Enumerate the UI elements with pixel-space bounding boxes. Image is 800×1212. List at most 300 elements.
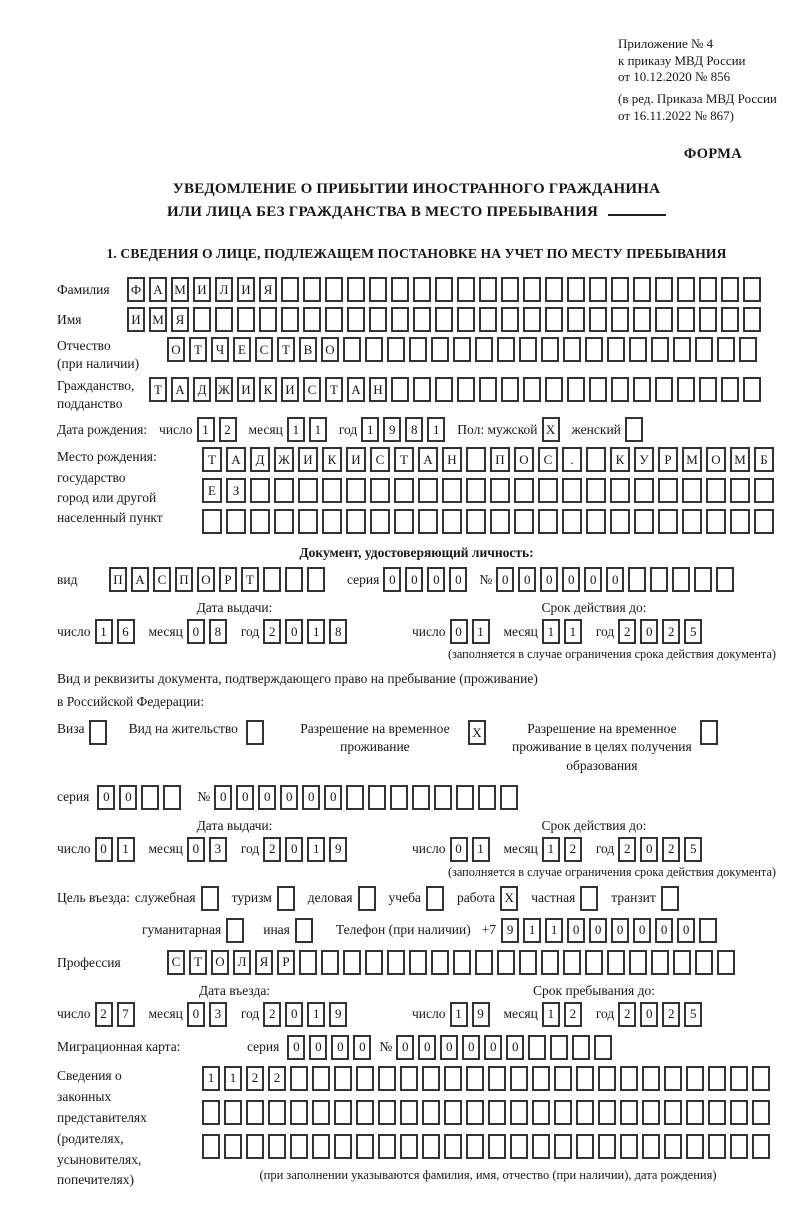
stay-until-year-cells[interactable] (618, 1002, 706, 1027)
char-cell[interactable] (193, 307, 211, 332)
char-cell[interactable]: 0 (236, 785, 254, 810)
char-cell[interactable]: С (153, 567, 171, 592)
char-cell[interactable] (141, 785, 159, 810)
residence-permit-checkbox[interactable] (246, 720, 268, 745)
char-cell[interactable]: 0 (302, 785, 320, 810)
char-cell[interactable] (290, 1134, 308, 1159)
char-cell[interactable]: Я (255, 950, 273, 975)
identity-valid-month-cells[interactable] (542, 619, 586, 644)
sex-female-checkbox[interactable] (625, 417, 647, 442)
migration-number-cells[interactable] (396, 1035, 616, 1060)
other-purpose-checkbox[interactable] (295, 918, 317, 943)
char-cell[interactable] (554, 1100, 572, 1125)
char-cell[interactable]: 6 (117, 619, 135, 644)
char-cell[interactable] (510, 1134, 528, 1159)
char-cell[interactable] (442, 478, 462, 503)
char-cell[interactable] (576, 1100, 594, 1125)
birth-place-row1-cells[interactable] (202, 447, 778, 472)
char-cell[interactable] (567, 307, 585, 332)
char-cell[interactable] (576, 1134, 594, 1159)
char-cell[interactable]: Т (202, 447, 222, 472)
char-cell[interactable] (686, 1066, 704, 1091)
stay-until-month-cells[interactable] (542, 1002, 586, 1027)
char-cell[interactable] (457, 377, 475, 402)
char-cell[interactable]: 3 (209, 1002, 227, 1027)
profession-cells[interactable] (167, 950, 739, 975)
char-cell[interactable] (523, 277, 541, 302)
char-cell[interactable] (307, 567, 325, 592)
char-cell[interactable] (343, 950, 361, 975)
char-cell[interactable]: . (562, 447, 582, 472)
char-cell[interactable]: С (538, 447, 558, 472)
char-cell[interactable] (500, 785, 518, 810)
char-cell[interactable]: А (226, 447, 246, 472)
char-cell[interactable] (365, 950, 383, 975)
char-cell[interactable]: Е (202, 478, 222, 503)
char-cell[interactable]: 1 (307, 619, 325, 644)
char-cell[interactable]: 0 (285, 1002, 303, 1027)
char-cell[interactable]: Л (215, 277, 233, 302)
char-cell[interactable] (661, 886, 679, 911)
char-cell[interactable] (426, 886, 444, 911)
char-cell[interactable]: 8 (405, 417, 423, 442)
char-cell[interactable]: М (682, 447, 702, 472)
char-cell[interactable]: 1 (523, 918, 541, 943)
char-cell[interactable] (694, 567, 712, 592)
identity-kind-cells[interactable] (109, 567, 329, 592)
char-cell[interactable] (334, 1066, 352, 1091)
char-cell[interactable]: 1 (472, 619, 490, 644)
char-cell[interactable] (743, 307, 761, 332)
char-cell[interactable] (501, 377, 519, 402)
char-cell[interactable] (642, 1134, 660, 1159)
tourism-checkbox[interactable] (277, 886, 299, 911)
char-cell[interactable] (422, 1066, 440, 1091)
char-cell[interactable]: X (500, 886, 518, 911)
char-cell[interactable] (633, 377, 651, 402)
char-cell[interactable]: Ч (211, 337, 229, 362)
char-cell[interactable] (695, 337, 713, 362)
char-cell[interactable] (633, 277, 651, 302)
char-cell[interactable] (545, 307, 563, 332)
study-checkbox[interactable] (426, 886, 448, 911)
permit-valid-day-cells[interactable] (450, 837, 494, 862)
char-cell[interactable] (673, 950, 691, 975)
char-cell[interactable]: Т (149, 377, 167, 402)
char-cell[interactable] (457, 277, 475, 302)
char-cell[interactable] (246, 720, 264, 745)
char-cell[interactable]: Н (369, 377, 387, 402)
char-cell[interactable] (730, 1100, 748, 1125)
char-cell[interactable]: 0 (450, 619, 468, 644)
char-cell[interactable]: С (303, 377, 321, 402)
char-cell[interactable]: 0 (418, 1035, 436, 1060)
char-cell[interactable] (274, 509, 294, 534)
char-cell[interactable] (290, 1100, 308, 1125)
entry-day-cells[interactable] (95, 1002, 139, 1027)
char-cell[interactable] (442, 509, 462, 534)
char-cell[interactable] (708, 1100, 726, 1125)
char-cell[interactable] (246, 1134, 264, 1159)
char-cell[interactable] (585, 950, 603, 975)
char-cell[interactable] (585, 337, 603, 362)
char-cell[interactable] (620, 1066, 638, 1091)
char-cell[interactable]: X (542, 417, 560, 442)
char-cell[interactable] (290, 1066, 308, 1091)
char-cell[interactable]: 0 (589, 918, 607, 943)
char-cell[interactable] (497, 337, 515, 362)
char-cell[interactable]: 9 (501, 918, 519, 943)
char-cell[interactable]: 1 (564, 619, 582, 644)
char-cell[interactable] (202, 1100, 220, 1125)
char-cell[interactable]: М (171, 277, 189, 302)
char-cell[interactable] (226, 509, 246, 534)
char-cell[interactable] (658, 478, 678, 503)
char-cell[interactable]: 0 (331, 1035, 349, 1060)
char-cell[interactable] (651, 950, 669, 975)
char-cell[interactable]: М (149, 307, 167, 332)
char-cell[interactable]: 2 (618, 1002, 636, 1027)
char-cell[interactable]: Е (233, 337, 251, 362)
char-cell[interactable]: 1 (309, 417, 327, 442)
birth-month-cells[interactable] (287, 417, 331, 442)
birth-place-row2-cells[interactable] (202, 478, 778, 503)
char-cell[interactable] (655, 307, 673, 332)
char-cell[interactable] (576, 1066, 594, 1091)
char-cell[interactable]: 2 (564, 837, 582, 862)
char-cell[interactable] (642, 1066, 660, 1091)
char-cell[interactable] (721, 377, 739, 402)
char-cell[interactable]: С (370, 447, 390, 472)
char-cell[interactable]: 0 (540, 567, 558, 592)
char-cell[interactable] (514, 509, 534, 534)
permit-issue-month-cells[interactable] (187, 837, 231, 862)
char-cell[interactable]: 0 (462, 1035, 480, 1060)
char-cell[interactable]: 2 (564, 1002, 582, 1027)
char-cell[interactable] (628, 567, 646, 592)
char-cell[interactable]: С (167, 950, 185, 975)
char-cell[interactable] (754, 509, 774, 534)
char-cell[interactable] (422, 1100, 440, 1125)
char-cell[interactable] (456, 785, 474, 810)
char-cell[interactable] (466, 1066, 484, 1091)
char-cell[interactable]: 7 (117, 1002, 135, 1027)
char-cell[interactable]: 1 (197, 417, 215, 442)
char-cell[interactable] (356, 1066, 374, 1091)
char-cell[interactable] (528, 1035, 546, 1060)
char-cell[interactable] (268, 1134, 286, 1159)
char-cell[interactable] (523, 307, 541, 332)
char-cell[interactable] (541, 337, 559, 362)
char-cell[interactable] (607, 950, 625, 975)
identity-valid-year-cells[interactable] (618, 619, 706, 644)
char-cell[interactable] (510, 1100, 528, 1125)
permit-issue-day-cells[interactable] (95, 837, 139, 862)
char-cell[interactable] (706, 478, 726, 503)
char-cell[interactable]: 2 (263, 619, 281, 644)
char-cell[interactable]: Р (277, 950, 295, 975)
entry-month-cells[interactable] (187, 1002, 231, 1027)
char-cell[interactable] (686, 1134, 704, 1159)
char-cell[interactable] (325, 277, 343, 302)
char-cell[interactable] (400, 1134, 418, 1159)
char-cell[interactable] (501, 277, 519, 302)
char-cell[interactable] (586, 509, 606, 534)
char-cell[interactable] (321, 950, 339, 975)
char-cell[interactable] (620, 1100, 638, 1125)
char-cell[interactable]: 2 (263, 1002, 281, 1027)
char-cell[interactable]: 9 (383, 417, 401, 442)
char-cell[interactable] (370, 509, 390, 534)
char-cell[interactable] (215, 307, 233, 332)
entry-year-cells[interactable] (263, 1002, 351, 1027)
char-cell[interactable] (285, 567, 303, 592)
char-cell[interactable]: А (347, 377, 365, 402)
char-cell[interactable] (475, 950, 493, 975)
char-cell[interactable]: 2 (219, 417, 237, 442)
char-cell[interactable] (412, 785, 430, 810)
char-cell[interactable] (444, 1100, 462, 1125)
char-cell[interactable]: 0 (187, 619, 205, 644)
char-cell[interactable] (610, 478, 630, 503)
char-cell[interactable] (418, 509, 438, 534)
char-cell[interactable] (607, 337, 625, 362)
char-cell[interactable]: У (634, 447, 654, 472)
char-cell[interactable] (695, 950, 713, 975)
char-cell[interactable] (479, 307, 497, 332)
char-cell[interactable] (586, 478, 606, 503)
char-cell[interactable] (369, 307, 387, 332)
char-cell[interactable] (532, 1134, 550, 1159)
char-cell[interactable] (562, 478, 582, 503)
char-cell[interactable] (545, 377, 563, 402)
char-cell[interactable] (346, 785, 364, 810)
char-cell[interactable]: 1 (542, 1002, 560, 1027)
char-cell[interactable] (717, 950, 735, 975)
char-cell[interactable]: 0 (677, 918, 695, 943)
char-cell[interactable] (356, 1134, 374, 1159)
char-cell[interactable]: А (418, 447, 438, 472)
char-cell[interactable] (274, 478, 294, 503)
char-cell[interactable]: О (197, 567, 215, 592)
char-cell[interactable] (730, 1066, 748, 1091)
char-cell[interactable]: Т (189, 950, 207, 975)
char-cell[interactable] (519, 337, 537, 362)
char-cell[interactable]: X (468, 720, 486, 745)
char-cell[interactable]: С (255, 337, 273, 362)
char-cell[interactable]: 0 (562, 567, 580, 592)
char-cell[interactable]: Т (241, 567, 259, 592)
char-cell[interactable] (488, 1100, 506, 1125)
char-cell[interactable]: 9 (329, 1002, 347, 1027)
char-cell[interactable] (532, 1066, 550, 1091)
char-cell[interactable]: К (322, 447, 342, 472)
char-cell[interactable] (730, 509, 750, 534)
char-cell[interactable]: 1 (307, 837, 325, 862)
char-cell[interactable]: К (610, 447, 630, 472)
permit-issue-year-cells[interactable] (263, 837, 351, 862)
char-cell[interactable] (418, 478, 438, 503)
char-cell[interactable]: Т (189, 337, 207, 362)
char-cell[interactable]: Т (277, 337, 295, 362)
char-cell[interactable] (322, 478, 342, 503)
char-cell[interactable] (594, 1035, 612, 1060)
char-cell[interactable]: 0 (484, 1035, 502, 1060)
permit-valid-month-cells[interactable] (542, 837, 586, 862)
char-cell[interactable] (250, 509, 270, 534)
permit-number-cells[interactable] (214, 785, 522, 810)
char-cell[interactable] (611, 277, 629, 302)
char-cell[interactable] (510, 1066, 528, 1091)
char-cell[interactable] (708, 1134, 726, 1159)
char-cell[interactable]: 0 (611, 918, 629, 943)
char-cell[interactable]: 1 (472, 837, 490, 862)
identity-valid-day-cells[interactable] (450, 619, 494, 644)
char-cell[interactable]: М (730, 447, 750, 472)
char-cell[interactable] (752, 1134, 770, 1159)
char-cell[interactable] (202, 509, 222, 534)
char-cell[interactable] (717, 337, 735, 362)
char-cell[interactable]: 0 (567, 918, 585, 943)
char-cell[interactable]: З (226, 478, 246, 503)
char-cell[interactable] (677, 307, 695, 332)
char-cell[interactable]: 0 (449, 567, 467, 592)
char-cell[interactable] (545, 277, 563, 302)
char-cell[interactable] (303, 307, 321, 332)
char-cell[interactable]: 1 (202, 1066, 220, 1091)
char-cell[interactable]: 0 (640, 837, 658, 862)
char-cell[interactable] (466, 447, 486, 472)
char-cell[interactable] (490, 478, 510, 503)
stay-until-day-cells[interactable] (450, 1002, 494, 1027)
char-cell[interactable]: 1 (287, 417, 305, 442)
char-cell[interactable]: 0 (214, 785, 232, 810)
char-cell[interactable]: Ф (127, 277, 145, 302)
char-cell[interactable]: Д (250, 447, 270, 472)
char-cell[interactable]: 0 (640, 1002, 658, 1027)
char-cell[interactable]: Ж (274, 447, 294, 472)
char-cell[interactable] (444, 1134, 462, 1159)
char-cell[interactable] (303, 277, 321, 302)
char-cell[interactable]: П (175, 567, 193, 592)
char-cell[interactable] (497, 950, 515, 975)
char-cell[interactable]: К (259, 377, 277, 402)
char-cell[interactable] (598, 1134, 616, 1159)
char-cell[interactable] (224, 1134, 242, 1159)
representatives-row2-cells[interactable] (202, 1100, 774, 1125)
char-cell[interactable] (400, 1066, 418, 1091)
char-cell[interactable]: Н (442, 447, 462, 472)
char-cell[interactable]: 0 (309, 1035, 327, 1060)
char-cell[interactable] (435, 307, 453, 332)
char-cell[interactable] (629, 337, 647, 362)
char-cell[interactable] (706, 509, 726, 534)
char-cell[interactable] (672, 567, 690, 592)
char-cell[interactable]: П (109, 567, 127, 592)
char-cell[interactable] (611, 307, 629, 332)
char-cell[interactable] (677, 377, 695, 402)
char-cell[interactable]: 0 (95, 837, 113, 862)
char-cell[interactable] (479, 277, 497, 302)
char-cell[interactable]: 2 (662, 837, 680, 862)
char-cell[interactable] (752, 1100, 770, 1125)
char-cell[interactable] (620, 1134, 638, 1159)
char-cell[interactable]: Я (171, 307, 189, 332)
char-cell[interactable] (263, 567, 281, 592)
char-cell[interactable] (163, 785, 181, 810)
char-cell[interactable] (347, 277, 365, 302)
humanitarian-checkbox[interactable] (226, 918, 248, 943)
char-cell[interactable] (295, 918, 313, 943)
char-cell[interactable] (299, 950, 317, 975)
char-cell[interactable] (488, 1134, 506, 1159)
char-cell[interactable] (356, 1100, 374, 1125)
char-cell[interactable] (699, 307, 717, 332)
char-cell[interactable] (550, 1035, 568, 1060)
char-cell[interactable]: 5 (684, 1002, 702, 1027)
char-cell[interactable]: И (237, 377, 255, 402)
char-cell[interactable] (325, 307, 343, 332)
char-cell[interactable]: 0 (285, 837, 303, 862)
char-cell[interactable]: 0 (405, 567, 423, 592)
char-cell[interactable] (514, 478, 534, 503)
char-cell[interactable]: 0 (450, 837, 468, 862)
surname-cells[interactable] (127, 277, 765, 302)
char-cell[interactable] (589, 307, 607, 332)
char-cell[interactable] (634, 478, 654, 503)
edu-permit-checkbox[interactable] (700, 720, 722, 745)
char-cell[interactable]: 2 (662, 1002, 680, 1027)
char-cell[interactable]: 0 (655, 918, 673, 943)
char-cell[interactable] (658, 509, 678, 534)
char-cell[interactable]: 9 (472, 1002, 490, 1027)
char-cell[interactable] (202, 1134, 220, 1159)
char-cell[interactable]: Т (325, 377, 343, 402)
char-cell[interactable] (298, 509, 318, 534)
char-cell[interactable] (586, 447, 606, 472)
char-cell[interactable]: И (298, 447, 318, 472)
work-checkbox[interactable] (500, 886, 522, 911)
char-cell[interactable] (409, 950, 427, 975)
char-cell[interactable] (466, 1134, 484, 1159)
char-cell[interactable] (259, 307, 277, 332)
char-cell[interactable]: Б (754, 447, 774, 472)
char-cell[interactable]: 1 (545, 918, 563, 943)
private-checkbox[interactable] (580, 886, 602, 911)
business-checkbox[interactable] (358, 886, 380, 911)
char-cell[interactable] (400, 1100, 418, 1125)
char-cell[interactable]: А (149, 277, 167, 302)
char-cell[interactable] (633, 307, 651, 332)
char-cell[interactable] (677, 277, 695, 302)
char-cell[interactable]: 0 (119, 785, 137, 810)
char-cell[interactable] (655, 277, 673, 302)
char-cell[interactable] (708, 1066, 726, 1091)
sex-male-checkbox[interactable] (542, 417, 564, 442)
char-cell[interactable]: И (346, 447, 366, 472)
birth-place-row3-cells[interactable] (202, 509, 778, 534)
char-cell[interactable] (479, 377, 497, 402)
char-cell[interactable]: 1 (542, 837, 560, 862)
char-cell[interactable] (435, 377, 453, 402)
char-cell[interactable]: 2 (246, 1066, 264, 1091)
char-cell[interactable] (541, 950, 559, 975)
char-cell[interactable] (700, 720, 718, 745)
char-cell[interactable]: 0 (440, 1035, 458, 1060)
char-cell[interactable]: 0 (187, 837, 205, 862)
char-cell[interactable] (538, 478, 558, 503)
char-cell[interactable]: О (211, 950, 229, 975)
